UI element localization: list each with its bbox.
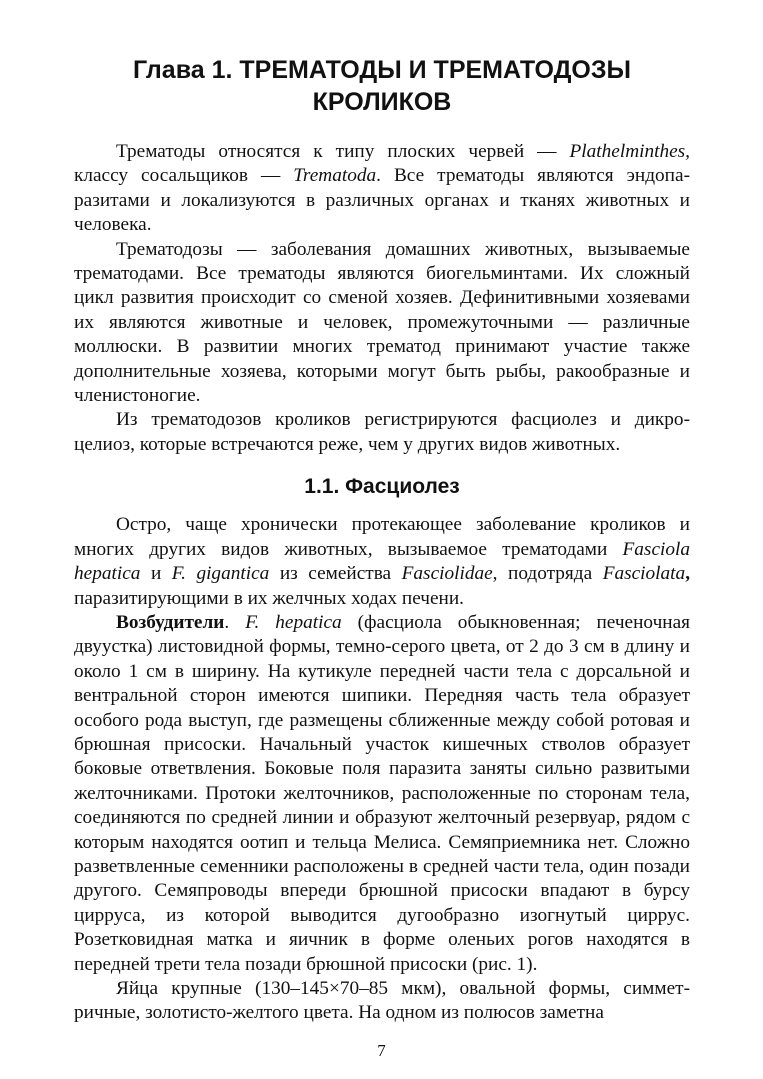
page-number: 7 bbox=[377, 1041, 386, 1060]
section-title: 1.1. Фасциолез bbox=[304, 475, 460, 499]
page bbox=[74, 54, 690, 1026]
intro-paragraph-1 bbox=[74, 140, 690, 238]
latin-term: F. gigantica bbox=[171, 563, 270, 585]
section-paragraph-3: Яйца крупные (130–145×70–85 мкм), овальной формы, симметричные, золотисто-желтого цвета. На одном из полюсов заметна bbox=[74, 978, 690, 1024]
text-run: паразитирующими в их желчных ходах печени. bbox=[74, 587, 465, 609]
chapter-title bbox=[74, 54, 690, 118]
text-run: . bbox=[224, 611, 246, 633]
text-run: , подотряда bbox=[492, 563, 603, 585]
text-run: , bbox=[685, 563, 691, 585]
chapter-title-line2: КРОЛИКОВ bbox=[312, 88, 452, 116]
text-run: и bbox=[140, 563, 172, 585]
text-run: из семейства bbox=[269, 563, 402, 585]
section-paragraph-2 bbox=[74, 611, 690, 977]
intro-paragraph-2: Трематодозы — заболевания домашних животных, вызываемые трематодами. Все трематоды являются биогельминтами. Их сложный цикл развития происходит со сменой хозяев. Дефинитивными хозяевами их являются животные и человек, промежуточными — различные моллюски. В развитии многих трематод принимают участие также дополнительные хозяева, которыми могут быть рыбы, ракообразные и членистоногие. bbox=[74, 238, 690, 407]
text-run: Остро, чаще хронически протекающее заболевание кроликов и многих других видов животных, вызываемое трематодами bbox=[74, 514, 690, 560]
latin-term: Fasciolata bbox=[602, 563, 686, 585]
intro-paragraph-3: Из трематодозов кроликов регистрируются фасциолез и дикроцелиоз, которые встречаются реже, чем у других видов животных. bbox=[74, 409, 690, 455]
text-run: классу сосальщиков — bbox=[74, 165, 294, 187]
section-paragraph-1 bbox=[74, 513, 690, 611]
latin-term: Plathelminthes, bbox=[569, 141, 690, 162]
text-run: (фасциола обыкновенная; печеночная двуустка) листовидной формы, темно-серого цвета, от 2 до 3 см в длину и около 1 см в ширину. На кутикуле передней части тела с дорсальной и вентральной сторон имеются шипики. Передняя часть тела образует особого рода выступ, где размещены сближенные между собой ротовая и брюшная присоски. Начальный участок кишечных стволов образует боковые ответвления. Боковые поля паразита заняты сильно развитыми желточниками. Протоки желточников, расположенные по сторонам тела, соединяются по средней линии и образуют желточный резервуар, рядом с которым находятся оотип и тельца Мелиса. Семяприемника нет. Сложно разветвленные семенники расположены в средней части тела, один позади другого. Семяпроводы впереди брюшной присоски впадают в бурсу цирруса, из которой выводится дугообразно изогнутый циррус. Розетковидная матка и яичник в форме оленьих рогов находятся в передней трети тела позади брюшной присоски (рис. 1). bbox=[74, 611, 691, 975]
latin-term: Fasciolidae bbox=[401, 563, 493, 585]
chapter-title-line1: Глава 1. ТРЕМАТОДЫ И ТРЕМАТОДОЗЫ bbox=[133, 56, 631, 84]
latin-term: Trematoda bbox=[293, 165, 377, 187]
text-run: . Все трематоды являются эндопаразитами и локализуются в различных органах и тканях животных и человека. bbox=[74, 165, 690, 236]
text-run: Трематоды относятся к типу плоских червей — bbox=[116, 141, 570, 162]
latin-term: F. hepatica bbox=[245, 611, 342, 633]
latin-term: Fasciola hepatica bbox=[74, 538, 690, 585]
bold-lead-term: Возбудители bbox=[116, 611, 225, 633]
